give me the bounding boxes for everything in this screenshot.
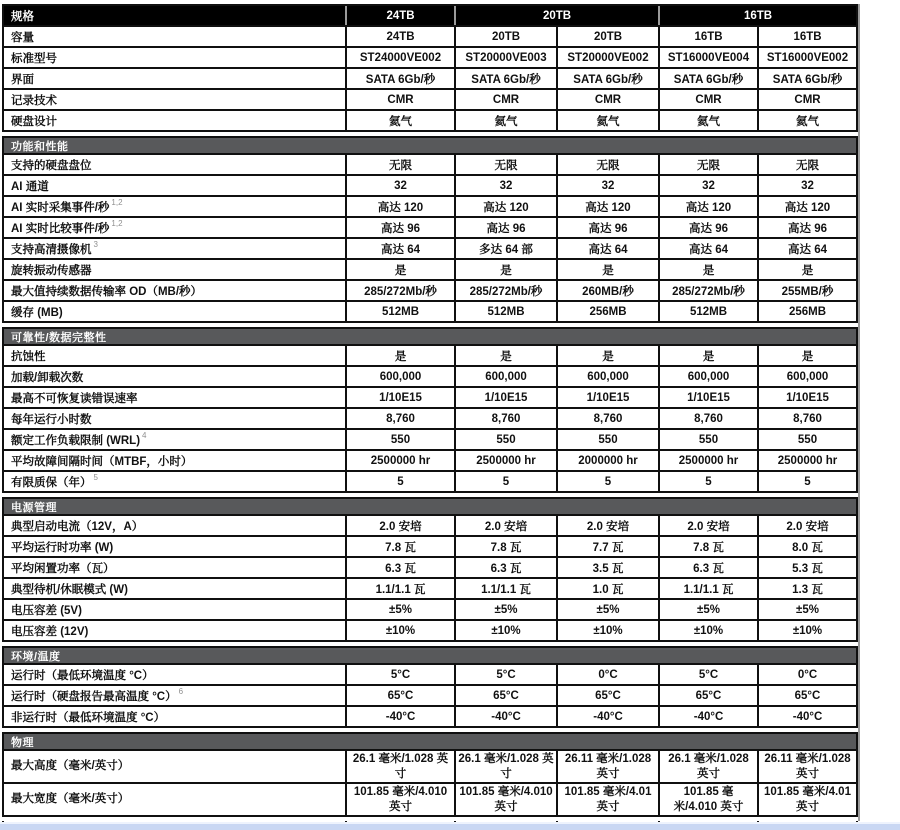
value-cell: 是 — [345, 260, 454, 279]
value-cell: 600,000 — [556, 367, 658, 386]
value-cell: CMR — [345, 90, 454, 109]
spec-section — [2, 136, 858, 323]
row-label: AI 实时比较事件/秒 — [11, 222, 110, 235]
footnote-superscript: 4 — [142, 431, 147, 440]
value-cell: 2.0 安培 — [454, 516, 556, 535]
value-cell: ±10% — [556, 621, 658, 640]
row-label: 典型启动电流（12V，A） — [11, 520, 144, 533]
header-capacity-group-cell: 20TB — [454, 6, 658, 25]
value-cell: ST20000VE002 — [556, 48, 658, 67]
row-label-cell — [4, 784, 345, 815]
value-cell: 是 — [556, 346, 658, 365]
table-row — [4, 195, 856, 216]
row-label-cell — [4, 155, 345, 174]
value-cell: 550 — [345, 430, 454, 449]
value-cell: 600,000 — [454, 367, 556, 386]
footnote-superscript: 3 — [93, 240, 98, 249]
value-cell: 26.11 毫米/1.028 英寸 — [757, 751, 856, 782]
value-cell: 16TB — [658, 27, 757, 46]
value-cell: 26.1 毫米/1.028 英寸 — [454, 751, 556, 782]
value-cell: ±5% — [345, 600, 454, 619]
value-cell: 550 — [556, 430, 658, 449]
row-label: 运行时（最低环境温度 °C） — [11, 669, 154, 682]
row-label-cell — [4, 281, 345, 300]
header-row — [4, 6, 856, 25]
row-label-cell — [4, 579, 345, 598]
value-cell: ±10% — [757, 621, 856, 640]
row-label: AI 实时采集事件/秒 — [11, 201, 110, 214]
row-label: 最大宽度（毫米/英寸） — [11, 793, 130, 806]
row-label: 电压容差 (12V) — [11, 625, 89, 638]
value-cell: 氦气 — [345, 111, 454, 130]
row-label: 非运行时（最低环境温度 °C） — [11, 711, 166, 724]
value-cell: 8,760 — [454, 409, 556, 428]
row-label-cell — [4, 430, 345, 449]
row-label: 最大值持续数据传输率 OD（MB/秒） — [11, 285, 203, 298]
row-label: 标准型号 — [11, 52, 57, 65]
footnote-superscript: 1,2 — [111, 219, 123, 228]
value-cell: 无限 — [345, 155, 454, 174]
row-label-cell — [4, 751, 345, 782]
row-label: 支持高清摄像机 — [11, 243, 92, 256]
table-row — [4, 749, 856, 782]
row-label-cell — [4, 260, 345, 279]
value-cell: 260MB/秒 — [556, 281, 658, 300]
table-row — [4, 88, 856, 109]
value-cell: 256MB — [556, 302, 658, 321]
value-cell: 高达 64 — [345, 239, 454, 258]
section-band: 物理 — [4, 734, 856, 749]
value-cell: 是 — [658, 346, 757, 365]
spec-section — [2, 4, 858, 132]
row-label-cell — [4, 686, 345, 705]
value-cell: 600,000 — [345, 367, 454, 386]
row-label: 支持的硬盘盘位 — [11, 159, 92, 172]
section-band: 电源管理 — [4, 499, 856, 514]
value-cell: 1/10E15 — [757, 388, 856, 407]
value-cell: 5 — [556, 472, 658, 491]
value-cell: 0°C — [757, 665, 856, 684]
value-cell: 2500000 hr — [658, 451, 757, 470]
table-row — [4, 174, 856, 195]
value-cell: 600,000 — [757, 367, 856, 386]
value-cell: 6.3 瓦 — [454, 558, 556, 577]
value-cell: 8,760 — [556, 409, 658, 428]
spec-table — [2, 4, 858, 824]
table-row — [4, 153, 856, 174]
value-cell: 是 — [757, 346, 856, 365]
footnote-superscript: 1,2 — [111, 198, 123, 207]
spec-section — [2, 732, 858, 817]
value-cell: 285/272Mb/秒 — [345, 281, 454, 300]
value-cell: 1.1/1.1 瓦 — [454, 579, 556, 598]
row-label-cell — [4, 367, 345, 386]
section-band: 可靠性/数据完整性 — [4, 329, 856, 344]
spec-section — [2, 646, 858, 728]
table-row — [4, 279, 856, 300]
row-label: 有限质保（年） — [11, 476, 92, 489]
value-cell: 600,000 — [658, 367, 757, 386]
row-label: 平均故障间隔时间（MTBF，小时） — [11, 455, 193, 468]
table-row — [4, 46, 856, 67]
value-cell: 32 — [658, 176, 757, 195]
value-cell: 氦气 — [556, 111, 658, 130]
value-cell: 1/10E15 — [345, 388, 454, 407]
row-label-cell — [4, 665, 345, 684]
row-label: 平均闲置功率（瓦） — [11, 562, 115, 575]
value-cell: ±5% — [556, 600, 658, 619]
row-label-cell — [4, 90, 345, 109]
value-cell: 101.85 毫米/4.010 英寸 — [345, 784, 454, 815]
table-row — [4, 684, 856, 705]
table-row — [4, 449, 856, 470]
value-cell: 5°C — [345, 665, 454, 684]
value-cell: 无限 — [454, 155, 556, 174]
value-cell: 2500000 hr — [757, 451, 856, 470]
table-row — [4, 67, 856, 88]
value-cell: 550 — [454, 430, 556, 449]
value-cell: 550 — [757, 430, 856, 449]
value-cell: -40°C — [454, 707, 556, 726]
row-label: 记录技术 — [11, 94, 57, 107]
value-cell: 无限 — [757, 155, 856, 174]
value-cell: 2000000 hr — [556, 451, 658, 470]
row-label: 典型待机/休眠模式 (W) — [11, 583, 128, 596]
row-label-cell — [4, 346, 345, 365]
row-label-cell — [4, 600, 345, 619]
row-label: AI 通道 — [11, 180, 49, 193]
value-cell: 高达 64 — [658, 239, 757, 258]
table-row — [4, 598, 856, 619]
table-row — [4, 782, 856, 815]
row-label: 容量 — [11, 31, 34, 44]
value-cell: 是 — [345, 346, 454, 365]
value-cell: 高达 96 — [556, 218, 658, 237]
value-cell: -40°C — [757, 707, 856, 726]
row-label: 缓存 (MB) — [11, 306, 63, 319]
value-cell: 氦气 — [454, 111, 556, 130]
value-cell: 2.0 安培 — [345, 516, 454, 535]
row-label-cell — [4, 48, 345, 67]
value-cell: 1.1/1.1 瓦 — [658, 579, 757, 598]
table-row — [4, 535, 856, 556]
table-right-shadow — [858, 4, 860, 821]
value-cell: 1.1/1.1 瓦 — [345, 579, 454, 598]
value-cell: 20TB — [454, 27, 556, 46]
row-label: 硬盘设计 — [11, 115, 57, 128]
value-cell: -40°C — [556, 707, 658, 726]
value-cell: 7.7 瓦 — [556, 537, 658, 556]
row-label-cell — [4, 69, 345, 88]
row-label-cell — [4, 388, 345, 407]
table-row — [4, 237, 856, 258]
value-cell: ±5% — [757, 600, 856, 619]
table-row — [4, 556, 856, 577]
value-cell: 24TB — [345, 27, 454, 46]
row-label-cell — [4, 218, 345, 237]
value-cell: 5°C — [454, 665, 556, 684]
value-cell: 氦气 — [757, 111, 856, 130]
row-label-cell — [4, 537, 345, 556]
value-cell: 32 — [345, 176, 454, 195]
value-cell: 550 — [658, 430, 757, 449]
value-cell: 高达 96 — [345, 218, 454, 237]
value-cell: 6.3 瓦 — [658, 558, 757, 577]
value-cell: 1/10E15 — [658, 388, 757, 407]
table-row — [4, 705, 856, 726]
row-label-cell — [4, 176, 345, 195]
row-label-cell — [4, 472, 345, 491]
value-cell: 101.85 毫米/4.010 英寸 — [658, 784, 757, 815]
value-cell: 5 — [757, 472, 856, 491]
value-cell: SATA 6Gb/秒 — [454, 69, 556, 88]
value-cell: 1.0 瓦 — [556, 579, 658, 598]
spec-section — [2, 327, 858, 493]
value-cell: 2.0 安培 — [757, 516, 856, 535]
value-cell: 高达 96 — [454, 218, 556, 237]
value-cell: 7.8 瓦 — [345, 537, 454, 556]
value-cell: 高达 120 — [658, 197, 757, 216]
value-cell: SATA 6Gb/秒 — [658, 69, 757, 88]
section-band: 环境/温度 — [4, 648, 856, 663]
value-cell: 32 — [757, 176, 856, 195]
table-row — [4, 365, 856, 386]
value-cell: 是 — [556, 260, 658, 279]
value-cell: ±5% — [454, 600, 556, 619]
row-label-cell — [4, 302, 345, 321]
spec-section — [2, 497, 858, 642]
row-label-cell — [4, 451, 345, 470]
value-cell: 多达 64 部 — [454, 239, 556, 258]
value-cell: 高达 120 — [454, 197, 556, 216]
value-cell: 1/10E15 — [556, 388, 658, 407]
table-row — [4, 514, 856, 535]
footnote-superscript: 5 — [93, 473, 98, 482]
row-label-cell — [4, 27, 345, 46]
value-cell: 2500000 hr — [345, 451, 454, 470]
value-cell: ST20000VE003 — [454, 48, 556, 67]
row-label: 旋转振动传感器 — [11, 264, 92, 277]
value-cell: ±10% — [658, 621, 757, 640]
value-cell: 5°C — [658, 665, 757, 684]
value-cell: 高达 64 — [757, 239, 856, 258]
value-cell: 无限 — [556, 155, 658, 174]
value-cell: ST16000VE004 — [658, 48, 757, 67]
value-cell: -40°C — [345, 707, 454, 726]
value-cell: 2.0 安培 — [556, 516, 658, 535]
row-label: 抗蚀性 — [11, 350, 46, 363]
table-row — [4, 619, 856, 640]
row-label-cell — [4, 621, 345, 640]
value-cell: 65°C — [556, 686, 658, 705]
value-cell: SATA 6Gb/秒 — [757, 69, 856, 88]
row-label-cell — [4, 558, 345, 577]
value-cell: CMR — [454, 90, 556, 109]
value-cell: 5 — [658, 472, 757, 491]
row-label: 加载/卸载次数 — [11, 371, 84, 384]
value-cell: 8.0 瓦 — [757, 537, 856, 556]
value-cell: -40°C — [658, 707, 757, 726]
value-cell: 无限 — [658, 155, 757, 174]
value-cell: 26.1 毫米/1.028 英寸 — [658, 751, 757, 782]
value-cell: 是 — [454, 346, 556, 365]
value-cell: ST24000VE002 — [345, 48, 454, 67]
value-cell: SATA 6Gb/秒 — [345, 69, 454, 88]
value-cell: 高达 120 — [757, 197, 856, 216]
row-label: 电压容差 (5V) — [11, 604, 82, 617]
value-cell: 32 — [556, 176, 658, 195]
footnote-superscript: 6 — [178, 687, 184, 696]
value-cell: 8,760 — [757, 409, 856, 428]
value-cell: ±10% — [454, 621, 556, 640]
value-cell: 5 — [454, 472, 556, 491]
table-row — [4, 344, 856, 365]
table-row — [4, 428, 856, 449]
row-label-cell — [4, 409, 345, 428]
value-cell: 5.3 瓦 — [757, 558, 856, 577]
header-capacity-group-cell: 24TB — [345, 6, 454, 25]
value-cell: 高达 96 — [658, 218, 757, 237]
value-cell: 高达 96 — [757, 218, 856, 237]
value-cell: 是 — [757, 260, 856, 279]
value-cell: 26.1 毫米/1.028 英寸 — [345, 751, 454, 782]
section-band: 功能和性能 — [4, 138, 856, 153]
value-cell: 5 — [345, 472, 454, 491]
value-cell: ST16000VE002 — [757, 48, 856, 67]
value-cell: CMR — [556, 90, 658, 109]
row-label-cell — [4, 197, 345, 216]
header-capacity-group-cell: 16TB — [658, 6, 856, 25]
value-cell: 32 — [454, 176, 556, 195]
table-row — [4, 216, 856, 237]
value-cell: 1.3 瓦 — [757, 579, 856, 598]
table-row — [4, 470, 856, 491]
row-label-cell — [4, 111, 345, 130]
value-cell: 高达 64 — [556, 239, 658, 258]
row-label: 最大高度（毫米/英寸） — [11, 760, 130, 773]
value-cell: 512MB — [345, 302, 454, 321]
value-cell: ±5% — [658, 600, 757, 619]
row-label: 平均运行时功率 (W) — [11, 541, 114, 554]
value-cell: 高达 120 — [556, 197, 658, 216]
value-cell: SATA 6Gb/秒 — [556, 69, 658, 88]
value-cell: 2500000 hr — [454, 451, 556, 470]
row-label: 每年运行小时数 — [11, 413, 92, 426]
value-cell: 285/272Mb/秒 — [658, 281, 757, 300]
value-cell: CMR — [658, 90, 757, 109]
row-label: 界面 — [11, 73, 34, 86]
value-cell: 65°C — [658, 686, 757, 705]
value-cell: 是 — [658, 260, 757, 279]
value-cell: 3.5 瓦 — [556, 558, 658, 577]
value-cell: 512MB — [658, 302, 757, 321]
row-label: 运行时（硬盘报告最高温度 °C） — [11, 690, 177, 703]
header-spec-label-cell: 规格 — [4, 6, 345, 25]
value-cell: 101.85 毫米/4.010 英寸 — [454, 784, 556, 815]
value-cell: 101.85 毫米/4.01 英寸 — [556, 784, 658, 815]
value-cell: 26.11 毫米/1.028 英寸 — [556, 751, 658, 782]
value-cell: 氦气 — [658, 111, 757, 130]
value-cell: 256MB — [757, 302, 856, 321]
value-cell: 16TB — [757, 27, 856, 46]
row-label-cell — [4, 707, 345, 726]
value-cell: CMR — [757, 90, 856, 109]
value-cell: 65°C — [345, 686, 454, 705]
value-cell: 1/10E15 — [454, 388, 556, 407]
value-cell: 8,760 — [658, 409, 757, 428]
table-row — [4, 386, 856, 407]
value-cell: ±10% — [345, 621, 454, 640]
value-cell: 65°C — [757, 686, 856, 705]
row-label: 额定工作负载限制 (WRL) — [11, 434, 141, 447]
value-cell: 65°C — [454, 686, 556, 705]
value-cell: 101.85 毫米/4.01 英寸 — [757, 784, 856, 815]
row-label: 最高不可恢复读错误速率 — [11, 392, 138, 405]
value-cell: 是 — [454, 260, 556, 279]
table-row — [4, 25, 856, 46]
value-cell: 高达 120 — [345, 197, 454, 216]
value-cell: 255MB/秒 — [757, 281, 856, 300]
value-cell: 512MB — [454, 302, 556, 321]
value-cell: 7.8 瓦 — [454, 537, 556, 556]
table-row — [4, 663, 856, 684]
value-cell: 6.3 瓦 — [345, 558, 454, 577]
table-row — [4, 258, 856, 279]
bottom-window-strip — [0, 822, 900, 830]
value-cell: 2.0 安培 — [658, 516, 757, 535]
value-cell: 7.8 瓦 — [658, 537, 757, 556]
table-row — [4, 109, 856, 130]
value-cell: 20TB — [556, 27, 658, 46]
value-cell: 0°C — [556, 665, 658, 684]
table-row — [4, 407, 856, 428]
value-cell: 8,760 — [345, 409, 454, 428]
table-row — [4, 577, 856, 598]
row-label-cell — [4, 516, 345, 535]
table-row — [4, 300, 856, 321]
row-label-cell — [4, 239, 345, 258]
value-cell: 285/272Mb/秒 — [454, 281, 556, 300]
